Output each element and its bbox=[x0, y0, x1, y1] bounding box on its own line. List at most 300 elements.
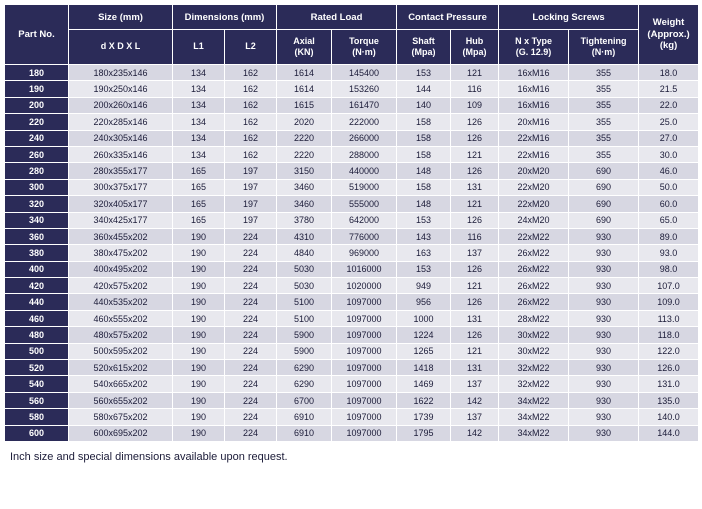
cell-axial-load: 1615 bbox=[277, 97, 332, 113]
cell-torque: 222000 bbox=[332, 114, 397, 130]
cell-axial-load: 1614 bbox=[277, 65, 332, 81]
cell-axial-load: 4840 bbox=[277, 245, 332, 261]
cell-l2: 197 bbox=[225, 212, 277, 228]
cell-hub-pressure: 116 bbox=[451, 228, 499, 244]
cell-shaft-pressure: 1622 bbox=[397, 392, 451, 408]
cell-weight: 30.0 bbox=[639, 146, 699, 162]
header-rated-load: Rated Load bbox=[277, 5, 397, 30]
cell-weight: 107.0 bbox=[639, 278, 699, 294]
cell-tightening-torque: 355 bbox=[569, 65, 639, 81]
table-row bbox=[5, 114, 699, 130]
cell-size: 460x555x202 bbox=[69, 310, 173, 326]
cell-part-no: 200 bbox=[5, 97, 69, 113]
cell-tightening-torque: 930 bbox=[569, 392, 639, 408]
cell-shaft-pressure: 143 bbox=[397, 228, 451, 244]
cell-locking-screws: 26xM22 bbox=[499, 245, 569, 261]
cell-hub-pressure: 142 bbox=[451, 392, 499, 408]
header-part-no: Part No. bbox=[5, 5, 69, 65]
cell-torque: 519000 bbox=[332, 179, 397, 195]
cell-part-no: 580 bbox=[5, 409, 69, 425]
cell-torque: 1097000 bbox=[332, 392, 397, 408]
cell-tightening-torque: 930 bbox=[569, 343, 639, 359]
cell-size: 190x250x146 bbox=[69, 81, 173, 97]
cell-size: 400x495x202 bbox=[69, 261, 173, 277]
cell-weight: 135.0 bbox=[639, 392, 699, 408]
cell-torque: 1097000 bbox=[332, 360, 397, 376]
cell-part-no: 440 bbox=[5, 294, 69, 310]
cell-shaft-pressure: 158 bbox=[397, 130, 451, 146]
cell-torque: 153260 bbox=[332, 81, 397, 97]
cell-torque: 1097000 bbox=[332, 294, 397, 310]
cell-weight: 65.0 bbox=[639, 212, 699, 228]
header-screw-type bbox=[499, 30, 569, 65]
table-row bbox=[5, 81, 699, 97]
cell-axial-load: 5900 bbox=[277, 327, 332, 343]
cell-l2: 224 bbox=[225, 376, 277, 392]
cell-part-no: 260 bbox=[5, 146, 69, 162]
cell-size: 320x405x177 bbox=[69, 196, 173, 212]
cell-tightening-torque: 930 bbox=[569, 409, 639, 425]
header-size-formula: d X D X L bbox=[69, 30, 173, 65]
cell-l2: 224 bbox=[225, 261, 277, 277]
cell-l2: 162 bbox=[225, 81, 277, 97]
cell-size: 540x665x202 bbox=[69, 376, 173, 392]
cell-part-no: 340 bbox=[5, 212, 69, 228]
cell-shaft-pressure: 148 bbox=[397, 163, 451, 179]
cell-weight: 113.0 bbox=[639, 310, 699, 326]
cell-l1: 190 bbox=[173, 228, 225, 244]
cell-hub-pressure: 131 bbox=[451, 179, 499, 195]
cell-locking-screws: 28xM22 bbox=[499, 310, 569, 326]
cell-axial-load: 3780 bbox=[277, 212, 332, 228]
header-dimensions: Dimensions (mm) bbox=[173, 5, 277, 30]
cell-size: 280x355x177 bbox=[69, 163, 173, 179]
cell-axial-load: 6290 bbox=[277, 360, 332, 376]
cell-axial-load: 6910 bbox=[277, 409, 332, 425]
header-hub-line2: (Mpa) bbox=[462, 47, 487, 57]
cell-tightening-torque: 355 bbox=[569, 81, 639, 97]
cell-locking-screws: 30xM22 bbox=[499, 327, 569, 343]
cell-size: 380x475x202 bbox=[69, 245, 173, 261]
header-weight-line2: (Approx.) bbox=[647, 28, 690, 40]
cell-torque: 555000 bbox=[332, 196, 397, 212]
cell-torque: 1097000 bbox=[332, 376, 397, 392]
cell-shaft-pressure: 140 bbox=[397, 97, 451, 113]
table-body bbox=[5, 65, 699, 442]
cell-locking-screws: 30xM22 bbox=[499, 343, 569, 359]
cell-part-no: 280 bbox=[5, 163, 69, 179]
table-row bbox=[5, 425, 699, 441]
cell-locking-screws: 16xM16 bbox=[499, 81, 569, 97]
cell-size: 260x335x146 bbox=[69, 146, 173, 162]
cell-l2: 224 bbox=[225, 360, 277, 376]
table-row bbox=[5, 228, 699, 244]
table-row bbox=[5, 97, 699, 113]
cell-l1: 190 bbox=[173, 376, 225, 392]
cell-part-no: 520 bbox=[5, 360, 69, 376]
cell-weight: 93.0 bbox=[639, 245, 699, 261]
table-row bbox=[5, 360, 699, 376]
cell-axial-load: 5100 bbox=[277, 294, 332, 310]
cell-l1: 190 bbox=[173, 278, 225, 294]
cell-part-no: 240 bbox=[5, 130, 69, 146]
cell-l2: 162 bbox=[225, 130, 277, 146]
cell-locking-screws: 34xM22 bbox=[499, 392, 569, 408]
cell-torque: 1097000 bbox=[332, 409, 397, 425]
cell-torque: 642000 bbox=[332, 212, 397, 228]
cell-tightening-torque: 930 bbox=[569, 425, 639, 441]
cell-hub-pressure: 121 bbox=[451, 146, 499, 162]
cell-locking-screws: 22xM16 bbox=[499, 146, 569, 162]
cell-size: 300x375x177 bbox=[69, 179, 173, 195]
header-sub-row bbox=[5, 30, 699, 65]
cell-axial-load: 5100 bbox=[277, 310, 332, 326]
cell-part-no: 540 bbox=[5, 376, 69, 392]
cell-weight: 140.0 bbox=[639, 409, 699, 425]
cell-shaft-pressure: 1000 bbox=[397, 310, 451, 326]
cell-torque: 1097000 bbox=[332, 425, 397, 441]
header-group-row bbox=[5, 5, 699, 30]
cell-shaft-pressure: 158 bbox=[397, 114, 451, 130]
cell-torque: 1097000 bbox=[332, 343, 397, 359]
cell-tightening-torque: 930 bbox=[569, 327, 639, 343]
cell-size: 200x260x146 bbox=[69, 97, 173, 113]
cell-locking-screws: 26xM22 bbox=[499, 294, 569, 310]
cell-l1: 134 bbox=[173, 114, 225, 130]
cell-axial-load: 1614 bbox=[277, 81, 332, 97]
table-row bbox=[5, 163, 699, 179]
cell-torque: 440000 bbox=[332, 163, 397, 179]
header-contact-pressure: Contact Pressure bbox=[397, 5, 499, 30]
cell-l1: 190 bbox=[173, 409, 225, 425]
cell-weight: 25.0 bbox=[639, 114, 699, 130]
cell-l1: 190 bbox=[173, 294, 225, 310]
table-row bbox=[5, 245, 699, 261]
cell-size: 480x575x202 bbox=[69, 327, 173, 343]
header-shaft-line1: Shaft bbox=[412, 36, 435, 47]
cell-size: 500x595x202 bbox=[69, 343, 173, 359]
cell-tightening-torque: 930 bbox=[569, 376, 639, 392]
cell-axial-load: 6700 bbox=[277, 392, 332, 408]
cell-l2: 224 bbox=[225, 343, 277, 359]
cell-hub-pressure: 121 bbox=[451, 196, 499, 212]
cell-shaft-pressure: 144 bbox=[397, 81, 451, 97]
header-tightening-line1: Tightening bbox=[580, 36, 627, 47]
cell-axial-load: 5900 bbox=[277, 343, 332, 359]
table-row bbox=[5, 261, 699, 277]
cell-part-no: 380 bbox=[5, 245, 69, 261]
cell-l1: 190 bbox=[173, 310, 225, 326]
cell-locking-screws: 22xM16 bbox=[499, 130, 569, 146]
cell-l1: 134 bbox=[173, 97, 225, 113]
table-row bbox=[5, 310, 699, 326]
cell-l2: 224 bbox=[225, 278, 277, 294]
cell-l2: 224 bbox=[225, 392, 277, 408]
cell-hub-pressure: 126 bbox=[451, 114, 499, 130]
cell-l2: 162 bbox=[225, 97, 277, 113]
cell-locking-screws: 20xM16 bbox=[499, 114, 569, 130]
cell-locking-screws: 16xM16 bbox=[499, 65, 569, 81]
cell-weight: 98.0 bbox=[639, 261, 699, 277]
header-tightening-line2: (N·m) bbox=[591, 47, 616, 57]
cell-axial-load: 6910 bbox=[277, 425, 332, 441]
cell-shaft-pressure: 956 bbox=[397, 294, 451, 310]
cell-axial-load: 2020 bbox=[277, 114, 332, 130]
cell-hub-pressure: 126 bbox=[451, 327, 499, 343]
header-tightening bbox=[569, 30, 639, 65]
cell-shaft-pressure: 1265 bbox=[397, 343, 451, 359]
cell-l2: 224 bbox=[225, 294, 277, 310]
cell-l1: 190 bbox=[173, 327, 225, 343]
header-hub-line1: Hub bbox=[465, 36, 484, 47]
cell-axial-load: 3460 bbox=[277, 179, 332, 195]
cell-locking-screws: 32xM22 bbox=[499, 376, 569, 392]
table-header bbox=[5, 5, 699, 65]
cell-axial-load: 3150 bbox=[277, 163, 332, 179]
cell-shaft-pressure: 1469 bbox=[397, 376, 451, 392]
cell-weight: 126.0 bbox=[639, 360, 699, 376]
header-hub bbox=[451, 30, 499, 65]
cell-tightening-torque: 930 bbox=[569, 294, 639, 310]
cell-part-no: 300 bbox=[5, 179, 69, 195]
cell-part-no: 480 bbox=[5, 327, 69, 343]
table-row bbox=[5, 278, 699, 294]
cell-tightening-torque: 930 bbox=[569, 278, 639, 294]
cell-weight: 60.0 bbox=[639, 196, 699, 212]
cell-axial-load: 6290 bbox=[277, 376, 332, 392]
cell-shaft-pressure: 153 bbox=[397, 212, 451, 228]
cell-size: 440x535x202 bbox=[69, 294, 173, 310]
cell-l1: 165 bbox=[173, 212, 225, 228]
cell-l2: 224 bbox=[225, 425, 277, 441]
cell-size: 580x675x202 bbox=[69, 409, 173, 425]
cell-size: 360x455x202 bbox=[69, 228, 173, 244]
cell-l2: 162 bbox=[225, 65, 277, 81]
cell-tightening-torque: 930 bbox=[569, 261, 639, 277]
cell-hub-pressure: 121 bbox=[451, 343, 499, 359]
table-row bbox=[5, 343, 699, 359]
cell-part-no: 400 bbox=[5, 261, 69, 277]
table-row bbox=[5, 212, 699, 228]
cell-weight: 122.0 bbox=[639, 343, 699, 359]
cell-part-no: 220 bbox=[5, 114, 69, 130]
cell-shaft-pressure: 1795 bbox=[397, 425, 451, 441]
cell-l1: 165 bbox=[173, 179, 225, 195]
cell-locking-screws: 26xM22 bbox=[499, 261, 569, 277]
cell-shaft-pressure: 1418 bbox=[397, 360, 451, 376]
cell-hub-pressure: 126 bbox=[451, 294, 499, 310]
cell-shaft-pressure: 158 bbox=[397, 179, 451, 195]
cell-size: 180x235x146 bbox=[69, 65, 173, 81]
cell-shaft-pressure: 148 bbox=[397, 196, 451, 212]
cell-size: 220x285x146 bbox=[69, 114, 173, 130]
cell-part-no: 460 bbox=[5, 310, 69, 326]
cell-tightening-torque: 355 bbox=[569, 114, 639, 130]
cell-torque: 161470 bbox=[332, 97, 397, 113]
table-row bbox=[5, 65, 699, 81]
header-axial bbox=[277, 30, 332, 65]
header-weight-line1: Weight bbox=[652, 17, 685, 29]
table-row bbox=[5, 146, 699, 162]
cell-weight: 18.0 bbox=[639, 65, 699, 81]
cell-axial-load: 2220 bbox=[277, 130, 332, 146]
header-weight bbox=[639, 5, 699, 65]
footnote: Inch size and special dimensions available upon request. bbox=[10, 450, 288, 463]
cell-hub-pressure: 121 bbox=[451, 278, 499, 294]
cell-l2: 224 bbox=[225, 327, 277, 343]
cell-torque: 1097000 bbox=[332, 327, 397, 343]
header-shaft bbox=[397, 30, 451, 65]
table-row bbox=[5, 294, 699, 310]
cell-shaft-pressure: 163 bbox=[397, 245, 451, 261]
cell-shaft-pressure: 949 bbox=[397, 278, 451, 294]
cell-tightening-torque: 930 bbox=[569, 360, 639, 376]
cell-torque: 288000 bbox=[332, 146, 397, 162]
cell-size: 240x305x146 bbox=[69, 130, 173, 146]
cell-locking-screws: 32xM22 bbox=[499, 360, 569, 376]
cell-hub-pressure: 137 bbox=[451, 376, 499, 392]
cell-hub-pressure: 109 bbox=[451, 97, 499, 113]
cell-torque: 145400 bbox=[332, 65, 397, 81]
cell-weight: 46.0 bbox=[639, 163, 699, 179]
cell-locking-screws: 34xM22 bbox=[499, 409, 569, 425]
header-axial-line1: Axial bbox=[293, 36, 315, 47]
cell-hub-pressure: 137 bbox=[451, 245, 499, 261]
header-l2: L2 bbox=[225, 30, 277, 65]
cell-axial-load: 3460 bbox=[277, 196, 332, 212]
cell-size: 340x425x177 bbox=[69, 212, 173, 228]
cell-torque: 1020000 bbox=[332, 278, 397, 294]
cell-tightening-torque: 690 bbox=[569, 163, 639, 179]
cell-l1: 165 bbox=[173, 163, 225, 179]
cell-hub-pressure: 116 bbox=[451, 81, 499, 97]
cell-torque: 1097000 bbox=[332, 310, 397, 326]
cell-hub-pressure: 126 bbox=[451, 212, 499, 228]
header-locking-screws: Locking Screws bbox=[499, 5, 639, 30]
cell-l2: 162 bbox=[225, 114, 277, 130]
cell-size: 520x615x202 bbox=[69, 360, 173, 376]
cell-hub-pressure: 131 bbox=[451, 360, 499, 376]
header-torque-line1: Torque bbox=[349, 36, 379, 47]
cell-locking-screws: 34xM22 bbox=[499, 425, 569, 441]
cell-tightening-torque: 355 bbox=[569, 130, 639, 146]
table-row bbox=[5, 130, 699, 146]
cell-l1: 190 bbox=[173, 245, 225, 261]
cell-weight: 89.0 bbox=[639, 228, 699, 244]
header-size: Size (mm) bbox=[69, 5, 173, 30]
cell-tightening-torque: 930 bbox=[569, 228, 639, 244]
header-weight-line3: (kg) bbox=[659, 40, 678, 52]
cell-l1: 134 bbox=[173, 146, 225, 162]
cell-shaft-pressure: 153 bbox=[397, 65, 451, 81]
cell-torque: 1016000 bbox=[332, 261, 397, 277]
table-row bbox=[5, 327, 699, 343]
cell-locking-screws: 26xM22 bbox=[499, 278, 569, 294]
cell-locking-screws: 22xM20 bbox=[499, 179, 569, 195]
cell-l2: 162 bbox=[225, 146, 277, 162]
cell-locking-screws: 20xM20 bbox=[499, 163, 569, 179]
cell-locking-screws: 16xM16 bbox=[499, 97, 569, 113]
cell-weight: 118.0 bbox=[639, 327, 699, 343]
cell-tightening-torque: 930 bbox=[569, 245, 639, 261]
cell-part-no: 600 bbox=[5, 425, 69, 441]
cell-tightening-torque: 690 bbox=[569, 196, 639, 212]
cell-axial-load: 5030 bbox=[277, 278, 332, 294]
cell-locking-screws: 24xM20 bbox=[499, 212, 569, 228]
header-screw-type-line2: (G. 12.9) bbox=[515, 47, 552, 57]
cell-torque: 266000 bbox=[332, 130, 397, 146]
cell-hub-pressure: 142 bbox=[451, 425, 499, 441]
table-row bbox=[5, 179, 699, 195]
cell-torque: 776000 bbox=[332, 228, 397, 244]
cell-l1: 134 bbox=[173, 81, 225, 97]
cell-tightening-torque: 690 bbox=[569, 179, 639, 195]
header-torque bbox=[332, 30, 397, 65]
cell-weight: 22.0 bbox=[639, 97, 699, 113]
cell-hub-pressure: 131 bbox=[451, 310, 499, 326]
cell-locking-screws: 22xM22 bbox=[499, 228, 569, 244]
cell-l2: 224 bbox=[225, 245, 277, 261]
specification-table bbox=[4, 4, 699, 442]
table-row bbox=[5, 392, 699, 408]
cell-part-no: 180 bbox=[5, 65, 69, 81]
cell-l1: 190 bbox=[173, 261, 225, 277]
cell-weight: 27.0 bbox=[639, 130, 699, 146]
cell-hub-pressure: 137 bbox=[451, 409, 499, 425]
cell-l2: 224 bbox=[225, 228, 277, 244]
cell-weight: 144.0 bbox=[639, 425, 699, 441]
cell-tightening-torque: 690 bbox=[569, 212, 639, 228]
cell-hub-pressure: 126 bbox=[451, 130, 499, 146]
cell-shaft-pressure: 1739 bbox=[397, 409, 451, 425]
cell-weight: 131.0 bbox=[639, 376, 699, 392]
header-l1: L1 bbox=[173, 30, 225, 65]
cell-l1: 190 bbox=[173, 425, 225, 441]
cell-hub-pressure: 126 bbox=[451, 163, 499, 179]
cell-axial-load: 4310 bbox=[277, 228, 332, 244]
cell-shaft-pressure: 158 bbox=[397, 146, 451, 162]
cell-l2: 224 bbox=[225, 409, 277, 425]
cell-weight: 109.0 bbox=[639, 294, 699, 310]
cell-shaft-pressure: 1224 bbox=[397, 327, 451, 343]
header-shaft-line2: (Mpa) bbox=[411, 47, 436, 57]
cell-hub-pressure: 121 bbox=[451, 65, 499, 81]
cell-l1: 165 bbox=[173, 196, 225, 212]
header-torque-line2: (N·m) bbox=[352, 47, 376, 57]
cell-shaft-pressure: 153 bbox=[397, 261, 451, 277]
cell-tightening-torque: 930 bbox=[569, 310, 639, 326]
cell-l1: 134 bbox=[173, 65, 225, 81]
cell-axial-load: 5030 bbox=[277, 261, 332, 277]
cell-part-no: 500 bbox=[5, 343, 69, 359]
cell-locking-screws: 22xM20 bbox=[499, 196, 569, 212]
cell-l2: 197 bbox=[225, 196, 277, 212]
cell-torque: 969000 bbox=[332, 245, 397, 261]
header-axial-line2: (KN) bbox=[294, 47, 314, 57]
cell-size: 600x695x202 bbox=[69, 425, 173, 441]
cell-l1: 190 bbox=[173, 360, 225, 376]
cell-part-no: 560 bbox=[5, 392, 69, 408]
cell-part-no: 360 bbox=[5, 228, 69, 244]
cell-weight: 21.5 bbox=[639, 81, 699, 97]
cell-part-no: 320 bbox=[5, 196, 69, 212]
cell-part-no: 190 bbox=[5, 81, 69, 97]
cell-tightening-torque: 355 bbox=[569, 146, 639, 162]
header-screw-type-line1: N x Type bbox=[515, 36, 552, 47]
cell-l2: 197 bbox=[225, 179, 277, 195]
table-row bbox=[5, 409, 699, 425]
cell-l2: 197 bbox=[225, 163, 277, 179]
